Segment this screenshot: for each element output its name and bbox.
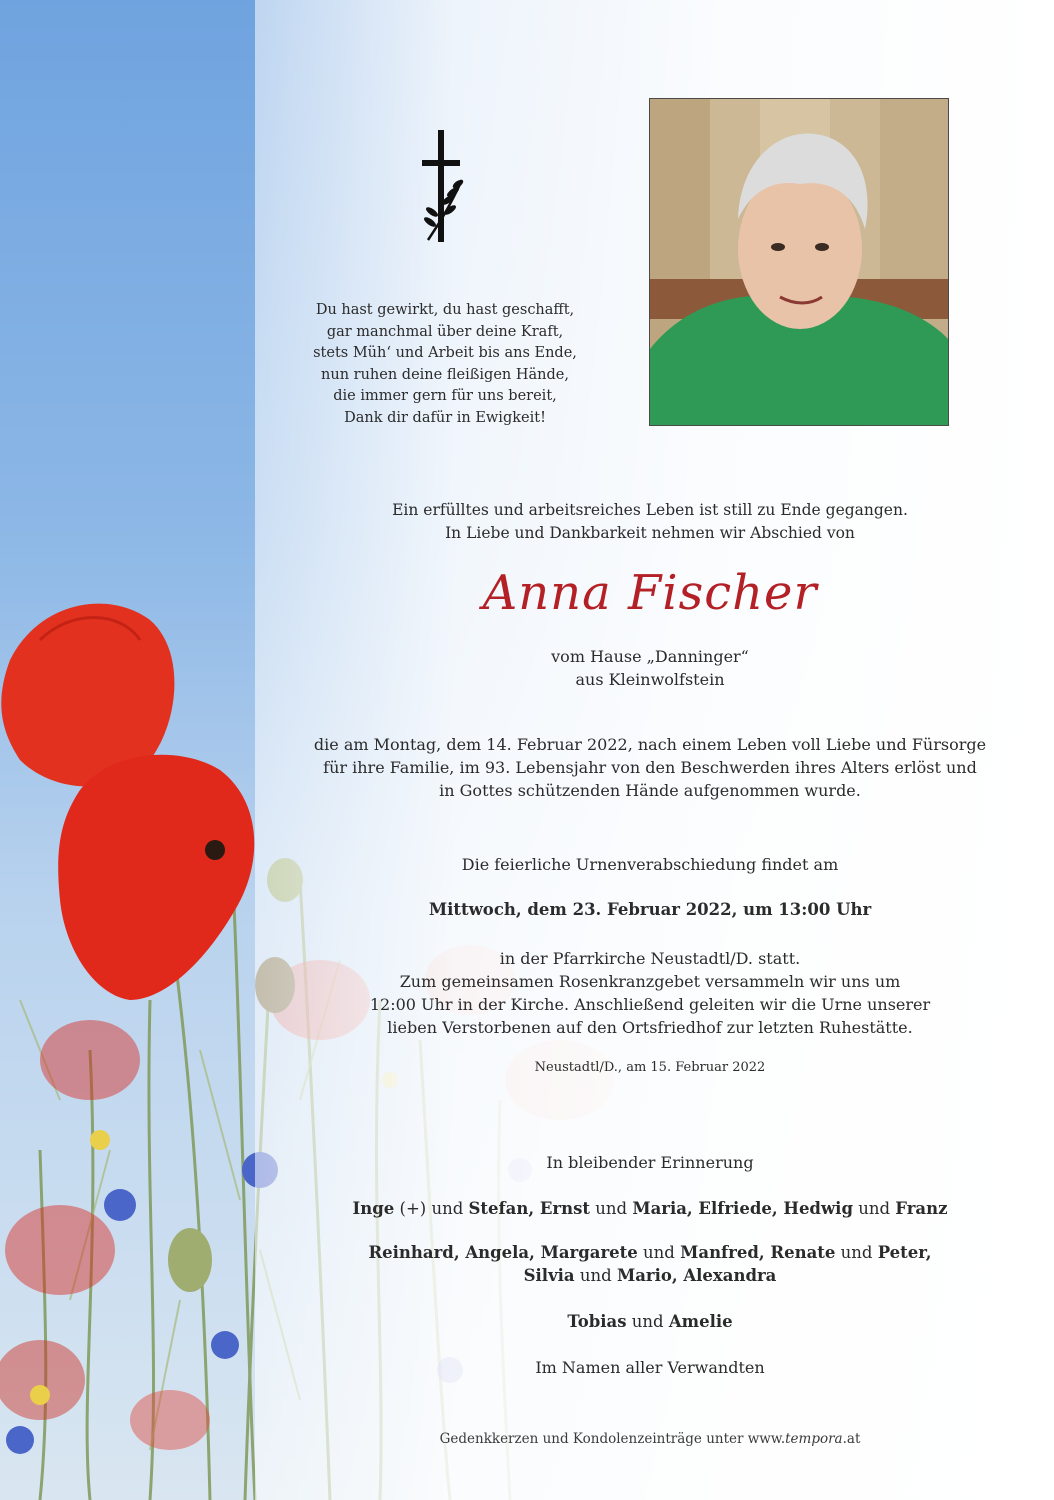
house-line: vom Hause „Danninger“: [551, 647, 749, 666]
death-line: die am Montag, dem 14. Februar 2022, nach einem Leben voll Liebe und Fürsorge: [313, 735, 987, 754]
footer-prefix: Gedenkkerzen und Kondolenzeinträge unter www.: [439, 1431, 786, 1447]
poem-line: nun ruhen deine fleißigen Hände,: [321, 366, 569, 383]
location-line: Zum gemeinsamen Rosenkranzgebet versammeln wir uns um: [399, 972, 901, 991]
family-connector: und: [852, 1199, 896, 1218]
house-line: aus Kleinwolfstein: [575, 670, 725, 689]
family-line-2: [320, 1241, 980, 1264]
family-name: Reinhard, Angela, Margarete: [368, 1243, 638, 1262]
poem-line: Du hast gewirkt, du hast geschafft,: [315, 302, 575, 318]
intro-line: Ein erfülltes und arbeitsreiches Leben ist still zu Ende gegangen.: [392, 501, 908, 519]
origin-text: [440, 645, 860, 691]
death-line: für ihre Familie, im 93. Lebensjahr von den Beschwerden ihres Alters erlöst und: [323, 758, 977, 777]
family-line-1: [320, 1197, 980, 1220]
family-name: Maria, Elfriede, Hedwig: [632, 1199, 853, 1218]
death-line: in Gottes schützenden Hände aufgenommen wurde.: [439, 781, 861, 800]
family-connector: und: [835, 1243, 878, 1262]
family-connector: und: [637, 1243, 681, 1262]
ceremony-location: [340, 947, 960, 1039]
ceremony-date: Mittwoch, dem 23. Februar 2022, um 13:00 Uhr: [428, 900, 872, 919]
family-line-4: [320, 1310, 980, 1333]
family-closing: Im Namen aller Verwandten: [535, 1358, 765, 1377]
memorial-poem: [290, 300, 600, 429]
family-connector: und: [626, 1312, 669, 1331]
death-announcement: [300, 733, 1000, 802]
ceremony-intro: Die feierliche Urnenverabschiedung findet am: [461, 855, 839, 874]
family-connector: und: [590, 1199, 633, 1218]
family-connector: (+) und: [394, 1199, 469, 1218]
family-name: Inge: [352, 1199, 395, 1218]
portrait-illustration: [650, 99, 948, 425]
poem-line: die immer gern für uns bereit,: [333, 388, 557, 404]
cross-with-palm-branch-icon: [418, 130, 470, 245]
family-name: Silvia: [523, 1266, 575, 1285]
intro-text: [340, 499, 960, 545]
family-name: Mario, Alexandra: [616, 1266, 777, 1285]
location-line: 12:00 Uhr in der Kirche. Anschließend geleiten wir die Urne unserer: [369, 995, 931, 1014]
family-name: Peter,: [877, 1243, 932, 1262]
intro-line: In Liebe und Dankbarkeit nehmen wir Abschied von: [445, 524, 855, 542]
footer-suffix: .at: [842, 1431, 861, 1447]
memory-heading: In bleibender Erinnerung: [546, 1153, 754, 1172]
footer-brand: tempora: [785, 1431, 843, 1447]
family-connector: und: [574, 1266, 617, 1285]
dateline: Neustadtl/D., am 15. Februar 2022: [534, 1060, 766, 1075]
family-name: Amelie: [668, 1312, 733, 1331]
family-name: Manfred, Renate: [680, 1243, 836, 1262]
footer-note: [320, 1431, 980, 1447]
location-line: in der Pfarrkirche Neustadtl/D. statt.: [499, 949, 801, 968]
family-name: Stefan, Ernst: [468, 1199, 591, 1218]
family-name: Tobias: [567, 1312, 627, 1331]
deceased-name: Anna Fischer: [482, 565, 818, 621]
poem-line: gar manchmal über deine Kraft,: [326, 323, 564, 340]
portrait-photo: [649, 98, 949, 426]
family-line-3: [320, 1264, 980, 1287]
poem-line: stets Müh‘ und Arbeit bis ans Ende,: [313, 345, 577, 361]
family-name: Franz: [895, 1199, 948, 1218]
location-line: lieben Verstorbenen auf den Ortsfriedhof zur letzten Ruhestätte.: [387, 1018, 913, 1037]
poem-line: Dank dir dafür in Ewigkeit!: [344, 409, 546, 426]
